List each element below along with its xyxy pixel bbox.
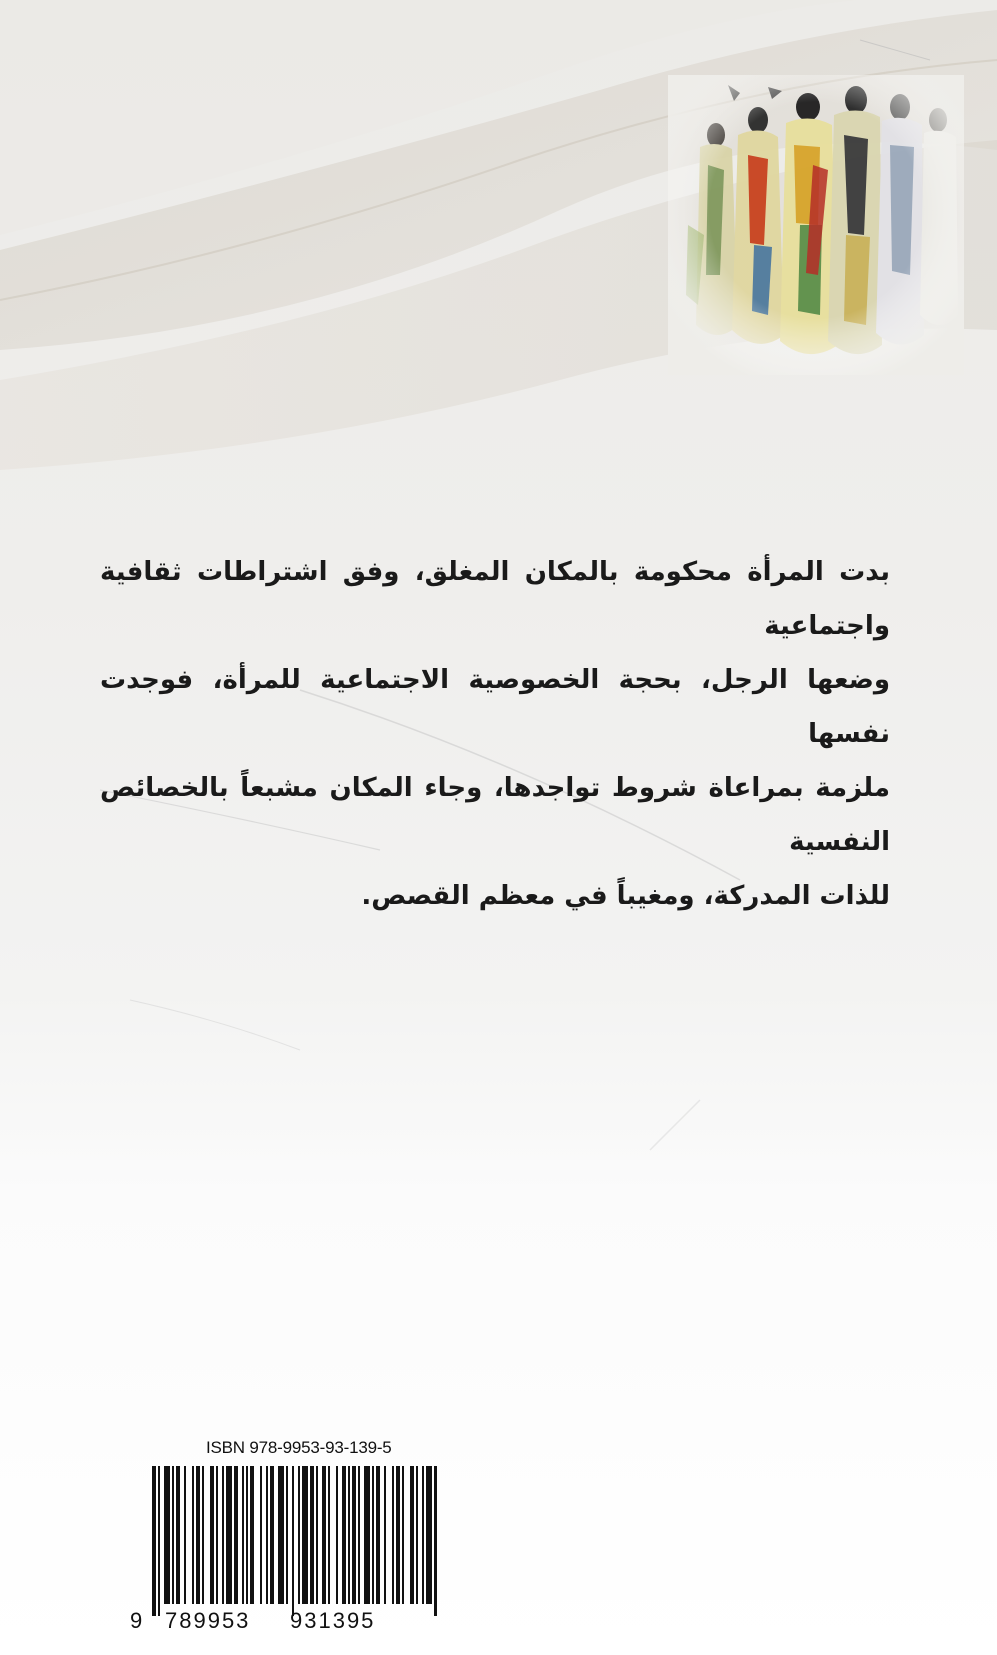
barcode-bar	[342, 1466, 346, 1604]
barcode-bar	[402, 1466, 404, 1604]
figures-painting	[668, 75, 964, 375]
barcode-bar	[260, 1466, 262, 1604]
blurb-line: بدت المرأة محكومة بالمكان المغلق، وفق اشتراطات ثقافية واجتماعية	[100, 557, 890, 641]
barcode-bar	[426, 1466, 432, 1604]
blurb-line: للذات المدركة، ومغيباً في معظم القصص.	[361, 881, 890, 911]
barcode-bar	[328, 1466, 330, 1604]
barcode-bar	[164, 1466, 170, 1604]
barcode-bar	[172, 1466, 174, 1604]
barcode-lead-digit: 9	[130, 1608, 145, 1633]
barcode-bar	[298, 1466, 300, 1604]
barcode-bar	[222, 1466, 224, 1604]
barcode-bar	[322, 1466, 326, 1604]
barcode-bar	[376, 1466, 380, 1604]
barcode-bar	[364, 1466, 370, 1604]
barcode-bar	[396, 1466, 400, 1604]
barcode-bar	[226, 1466, 232, 1604]
barcode-bar	[358, 1466, 360, 1604]
barcode-bar	[372, 1466, 374, 1604]
barcode-bar	[210, 1466, 214, 1604]
barcode-bar	[416, 1466, 418, 1604]
barcode-bar	[352, 1466, 356, 1604]
barcode-bar	[286, 1466, 288, 1604]
barcode-bar	[302, 1466, 308, 1604]
barcode-bar	[410, 1466, 414, 1604]
barcode-bar	[176, 1466, 180, 1604]
barcode-bar	[310, 1466, 314, 1604]
barcode-bar	[192, 1466, 194, 1604]
barcode-bar	[384, 1466, 386, 1604]
barcode-bar	[152, 1466, 156, 1616]
barcode-bar	[266, 1466, 268, 1604]
barcode-left-digits: 789953	[165, 1608, 251, 1633]
barcode-bar	[246, 1466, 248, 1604]
barcode-bar	[316, 1466, 318, 1604]
barcode-bar	[234, 1466, 238, 1604]
barcode-right-digits: 931395	[290, 1608, 376, 1633]
barcode-bar	[250, 1466, 254, 1604]
barcode-bar	[348, 1466, 350, 1604]
barcode-bar	[202, 1466, 204, 1604]
barcode-bar	[242, 1466, 244, 1604]
blurb-line: وضعها الرجل، بحجة الخصوصية الاجتماعية للمرأة، فوجدت نفسها	[100, 665, 890, 749]
barcode-bar	[392, 1466, 394, 1604]
barcode-bar	[158, 1466, 160, 1616]
barcode-bars	[152, 1466, 437, 1616]
barcode-bar	[292, 1466, 294, 1616]
blurb-text	[100, 545, 890, 923]
barcode-bar	[216, 1466, 218, 1604]
blurb-line: ملزمة بمراعاة شروط تواجدها، وجاء المكان مشبعاً بالخصائص النفسية	[100, 773, 890, 857]
barcode-bar	[336, 1466, 338, 1604]
barcode-bar	[196, 1466, 200, 1604]
barcode-bar	[278, 1466, 284, 1604]
barcode-bar	[434, 1466, 437, 1616]
barcode-bar	[270, 1466, 274, 1604]
isbn-barcode	[120, 1438, 440, 1638]
barcode-bar	[422, 1466, 424, 1604]
isbn-label: ISBN 978-9953-93-139-5	[206, 1438, 392, 1457]
barcode-bar	[184, 1466, 186, 1604]
